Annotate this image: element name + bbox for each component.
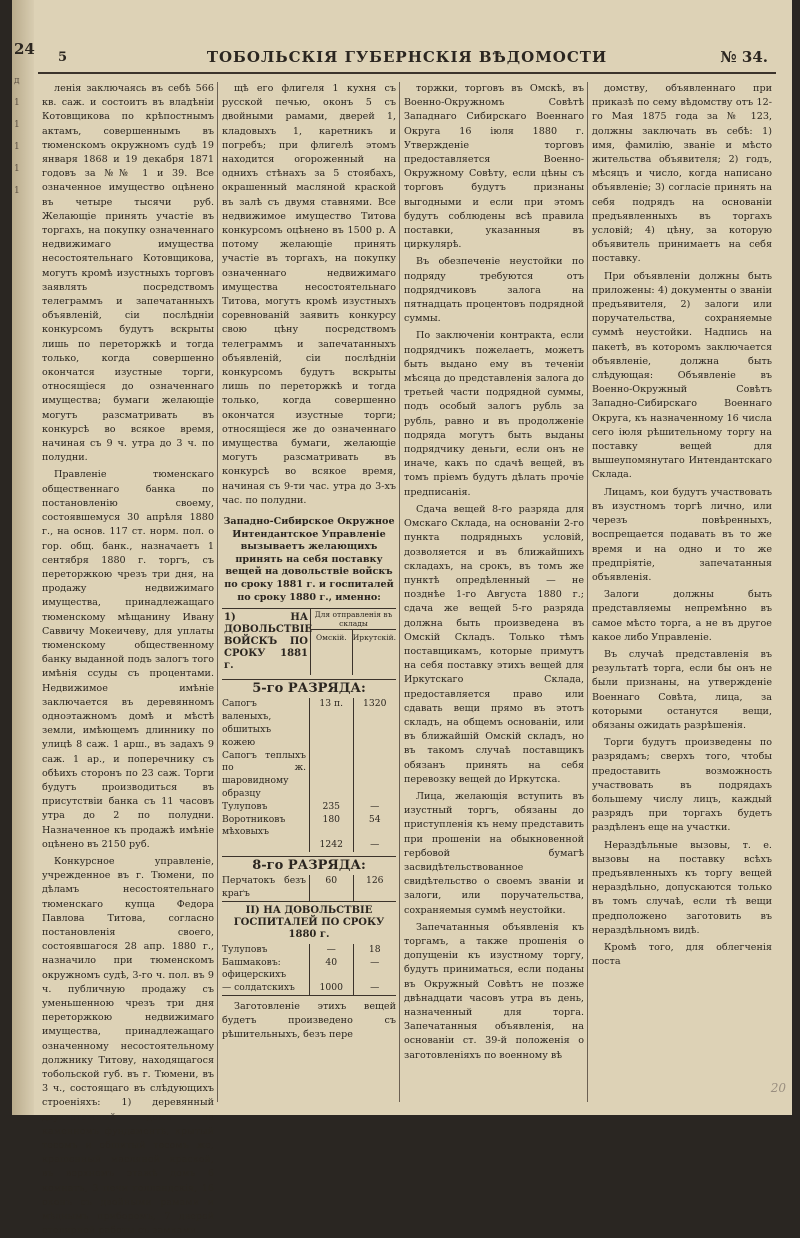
supply-announcement: Западно-Сибирское Окружное Интендантское Управленіе вызываетъ желающихъ принять на себя поставку вещей на довольствіе войскъ по сроку 1881 г. и госпиталей по сроку 1880 г., именно: — [223, 516, 395, 603]
item-quantity: 126 — [365, 875, 384, 887]
side-mark: 1 — [14, 186, 20, 196]
supply-row — [222, 814, 396, 840]
paragraph: Въ случаѣ представленія въ результатѣ торга, если бы онъ не были признаны, на утвержденіе Военнаго Совѣта, лица, за которыми останутся вещи, обязаны ожидать разрѣшенія. — [592, 648, 772, 731]
item-name: Тулуповъ — [222, 944, 310, 957]
item-name: Сапогъ теплыхъ по ж. шаровидному образцу — [222, 750, 310, 801]
item-name: Перчатокъ безъ краґъ — [222, 875, 310, 901]
head-irkutsk: Иркутскій. — [352, 633, 396, 643]
supply-row — [222, 875, 396, 901]
column-rule — [587, 82, 588, 1102]
paragraph: Правленіе тюменскаго общественнаго банка по постановленію своему, состоявшемуся 30 апрѣля 1880 г., на основ. 117 ст. норм. пол. о гор. общ. банк., назначаетъ 1 сентября 1880 г. торгъ, съ переторжкою чрезъ три дня, на продажу недвижимаго имущества, принадлежащаго тюменскому мѣщанину Ивану Саввичу Мокеичеву, для уплаты тюменскому общественному банку выданной подъ залогъ того имѣнія ссуды съ процентами. Недвижимое имѣніе заключается въ деревянномъ одноэтажномъ домѣ и мѣстѣ земли, имѣющемъ длиннику по улицѣ 8 саж. 1 арш., въ задахъ 9 саж. 1 ар., и поперечнику съ обѣихъ сторонъ по 23 саж. Торги будутъ производиться въ присутствіи банка съ 11 часовъ утра до 2 по полудни. Назначенное къ продажѣ имѣніе оцѣнено въ 2150 руб. — [42, 469, 214, 850]
supply-row — [222, 698, 396, 749]
supply-table-heads — [311, 609, 396, 675]
item-quantity: — — [370, 956, 380, 968]
side-mark: 1 — [14, 120, 20, 130]
paragraph: Лица, желающія вступить въ изустный торгъ, обязаны до приступленія къ нему представить при прошеніи на обыкновенной гербовой бумагѣ засвидѣтельствованное свидѣтельство о своемъ званіи и залоги, или поручательства, сохраняемыя суммѣ неустойки. — [404, 790, 584, 916]
paragraph: Торги будутъ произведены по разрядамъ; сверхъ того, чтобы предоставить возможность участвовать въ подрядахъ большему числу лицъ, каждый разрядъ при торгахъ будетъ раздѣленъ еще на участки. — [592, 737, 772, 834]
item-quantity: 1000 — [310, 982, 354, 995]
paragraph: Конкурсное управленіе, учрежденное въ г. Тюмени, по дѣламъ несостоятельнаго тюменскаго купца Федора Павлова Титова, согласно постановленія своего, состоявшагося 28 апр. 1880 г., назначило при тюменскомъ окружномъ судѣ, 3-го ч. пол. въ 9 ч. публичную продажу съ уменьшенною чрезъ три дня переторжкою недвижимаго имущества, принадлежащаго означенному несостоятельному должнику Титову, находящагося тобольской губ. въ г. Тюмени, въ 3 ч., состоящаго въ слѣдующихъ строеніяхъ: 1) деревянный двухъэтажный домъ на каменномъ фундаментѣ, крытый тесомъ и обшитый тесомъ же, крашенный масляной краской, въ верхнемъ этажѣ домъ 6 комнатъ, 3 печи голландскія, 16 оконъ съ двойными рамами и мѣднымъ приборомъ, 7 дверей столярной работы съ замками. — [42, 855, 214, 1237]
paragraph: Запечатанныя объявленія къ торгамъ, а также прошенія о допущеніи къ изустному торгу, будутъ приниматься, если поданы въ Окружный Совѣтъ не позже двѣнадцати часовъ утра въ день, назначенный для торга. Запечатанныя объявленія, на основаніи ст. 39-й положенія о заготовленіяхъ по военному вѣ — [404, 921, 584, 1061]
item-name: Тулуповъ — [222, 801, 310, 814]
item-quantity: 235 — [310, 801, 354, 814]
item-quantity: 40 — [310, 957, 354, 983]
column-rule — [217, 82, 218, 1102]
supply-row — [222, 750, 396, 801]
paragraph: Въ обезпеченіе неустойки по подряду требуются отъ подрядчиковъ залога на пятнадцать процентовъ подрядной суммы. — [404, 256, 584, 325]
header-page-number: 5 — [58, 50, 68, 65]
after-table-text: Заготовленіе этихъ вещей будетъ произведено съ рѣшительныхъ, безъ пере — [222, 1001, 396, 1041]
column-1 — [42, 82, 214, 1237]
column-3 — [404, 82, 584, 1107]
supply-row — [222, 957, 396, 983]
item-quantity: — — [370, 839, 380, 851]
item-name: — солдатскихъ — [222, 982, 310, 995]
item-quantity: — — [370, 800, 380, 812]
hospital-supply-title: II) НА ДОВОЛЬСТВІЕ ГОСПИТАЛЕЙ ПО СРОКУ 1880 г. — [222, 901, 396, 944]
side-mark: 1 — [14, 98, 20, 108]
side-mark: 1 — [14, 142, 20, 152]
item-quantity: — — [370, 982, 380, 994]
paragraph: Залоги должны быть представляемы непремѣнно въ самое мѣсто торга, а не въ другое какое либо Управленіе. — [592, 589, 772, 643]
item-name — [222, 839, 310, 852]
paragraph: По заключеніи контракта, если подрядчикъ пожелаетъ, можетъ быть выдано ему въ теченіи мѣсяца до представленія залога до третьей части подрядной суммы, подъ особый залогъ рубль за рубль, равно и въ продолженіе подряда могутъ быть выданы подрядчику деньги, если онъ не иначе, какъ по сдачѣ вещей, въ томъ пріемъ будутъ дѣлать прочіе предписанія. — [404, 330, 584, 498]
paragraph: домству, объявленнаго при приказѣ по сему вѣдомству отъ 12-го Мая 1875 года за № 123, должны заключать въ себѣ: 1) имя, фамилію, званіе и мѣсто жительства объявителя; 2) годъ, мѣсяцъ и число, когда написано объявленіе; 3) согласіе принять на себя подрядъ на основаніи предъявленныхъ въ торгахъ условій; 4) цѣну, за которую объявитель принимаетъ на себя поставку. — [592, 83, 772, 265]
pencil-note: 20 — [770, 1081, 786, 1095]
item-quantity: 180 — [310, 814, 354, 840]
page-header — [38, 44, 776, 74]
paragraph: Лицамъ, кои будутъ участвовать въ изустномъ торгѣ лично, или черезъ повѣренныхъ, воспрещается подавать въ то же время и на одно и то же предпріятіе, запечатанныя объявленія. — [592, 486, 772, 583]
item-quantity: 13 п. — [310, 698, 354, 749]
item-quantity — [310, 750, 354, 801]
rank-5-heading: 5-го РАЗРЯДА: — [222, 679, 396, 696]
paragraph: Кромѣ того, для облегченія поста — [592, 941, 772, 968]
paragraph: Сдача вещей 8-го разряда для Омскаго Склада, на основаніи 2-го пункта подрядныхъ условій, дозволяется и въ ближайшихъ складахъ, на срокъ, въ томъ же пунктѣ опредѣленный — не позднѣе 1-го Августа 1880 г.; сдача же вещей 5-го разряда должна быть произведена въ Омскій Складъ. Только тѣмъ поставщикамъ, которые примутъ на себя поставку этихъ вещей для Иркутскаго Склада, предоставляется право или сдавать вещи прямо въ этотъ складъ, на общемъ основаніи, или въ ближайшій Омскій складъ, но въ такомъ случаѣ поставщикъ обязанъ принять на себя перевозку вещей до Иркутска. — [404, 503, 584, 785]
column-2 — [222, 82, 396, 1107]
newspaper-page — [12, 0, 792, 1237]
side-mark: д — [14, 76, 20, 86]
page-title: ТОБОЛЬСКІЯ ГУБЕРНСКІЯ ВѢДОМОСТИ — [206, 48, 608, 66]
supply-table-title: 1) НА ДОВОЛЬСТВІЕ ВОЙСКЪ ПО СРОКУ 1881 г. — [222, 609, 311, 675]
supply-caption: Для отправленія въ склады — [311, 609, 396, 630]
supply-row — [222, 982, 396, 995]
supply-row — [222, 839, 396, 852]
item-name: Воротниковъ мѣховыхъ — [222, 814, 310, 840]
paragraph: При объявленіи должны быть приложены: 4) документы о званіи предъявителя, 2) залоги или поручательства, сохраняемые суммѣ неустойки. Надпись на пакетѣ, въ которомъ заключается объявленіе, должна быть слѣдующая: Объявленіе въ Военно-Окружный Совѣтъ Западно-Сибирскаго Военнаго Округа, къ назначенному 16 числа сего іюля рѣшительному торгу на поставку вещей для вышеупомянутаго Интендантскаго Склада. — [592, 270, 772, 481]
paragraph: ленія заключаясь въ себѣ 566 кв. саж. и состоитъ въ владѣніи Котовщикова по крѣпостнымъ актамъ, совершеннымъ въ тюменскомъ окружномъ судѣ 19 января 1868 и 19 декабря 1871 годовъ за №№ 1 и 39. Все означенное имущество оцѣнено въ четыре тысячи руб. Желающіе принять участіе въ торгахъ, на покупку означеннаго недвижимаго имущества несостоятельнаго Котовщикова, могутъ кромѣ изустныхъ торговъ заявлять посредствомъ телеграммъ и запечатанныхъ объявленій, сіи послѣдніи конкурсомъ будутъ вскрыты лишь по переторжкѣ и тогда только, когда совершенно окончатся изустные торги, относящіеся до означеннаго имущества; бумаги желающіе могутъ разсматривать въ конкурсѣ во всякое время, начиная съ 9 ч. утра до 3 ч. по полудни. — [42, 83, 214, 464]
supply-row — [222, 801, 396, 814]
item-name: Сапогъ валеныхъ, обшитыхъ кожею — [222, 698, 310, 749]
margin-page-number: 24 — [14, 40, 35, 58]
paragraph: щѣ его флигеля 1 кухня съ русской печью, оконъ 5 съ двойными рамами, дверей 1, кладовыхъ 1, каретникъ и погребъ; при флигелѣ этомъ находится огороженный на однихъ стѣнахъ за 5 стоябахъ, окрашенный масляной краской въ залѣ съ двумя ставнями. Все недвижимое имущество Титова конкурсомъ оцѣнено въ 1500 р. А потому желающіе принять участіе въ торгахъ, на покупку означеннаго недвижимаго имущества несостоятельнаго Титова, могутъ кромѣ изустныхъ соревнованій заявить конкурсу свою цѣну посредствомъ телеграммъ и запечатанныхъ объявленій, сіи послѣдніи конкурсомъ будутъ вскрыты лишь по переторжкѣ и тогда только, когда совершенно окончатся изустные торги; относящіеся же до означеннаго имущества бумаги, желающіе могутъ разсматривать въ конкурсѣ во всякое время, начиная съ 9-ти час. утра до 3-хъ час. по полудни. — [222, 83, 396, 506]
item-quantity: 54 — [368, 813, 381, 825]
item-name: Башмаковъ: офицерскихъ — [222, 957, 310, 983]
supply-row — [222, 944, 396, 957]
rank-8-heading: 8-го РАЗРЯДА: — [222, 856, 396, 873]
item-quantity: — — [310, 944, 354, 957]
item-quantity: 60 — [310, 875, 354, 901]
paragraph: торжки, торговъ въ Омскѣ, въ Военно-Окружномъ Совѣтѣ Западнаго Сибирскаго Военнаго Округа 16 іюля 1880 г. Утвержденіе торговъ предоставляется Военно-Окружному Совѣту, если цѣны съ торговъ будутъ признаны выгодными и если при этомъ будутъ соблюдены всѣ правила поставки, указанныя въ циркулярѣ. — [404, 83, 584, 251]
item-quantity: 18 — [368, 943, 381, 955]
item-quantity: 1242 — [310, 839, 354, 852]
side-marks — [14, 70, 34, 202]
issue-number: № 34. — [720, 48, 768, 66]
column-4 — [592, 82, 772, 1107]
paragraph: Нераздѣльные вызовы, т. е. вызовы на поставку всѣхъ предъявленныхъ къ торгу вещей нераздѣльно, допускаются только въ томъ случаѣ, если тѣ вещи предположено заготовить въ нераздѣльномъ видѣ. — [592, 839, 772, 936]
column-rule — [399, 82, 400, 1102]
side-mark: 1 — [14, 164, 20, 174]
head-omsk: Омскій. — [311, 630, 353, 675]
item-quantity — [354, 750, 397, 801]
item-quantity: 1320 — [363, 698, 387, 710]
supply-table — [222, 608, 396, 996]
